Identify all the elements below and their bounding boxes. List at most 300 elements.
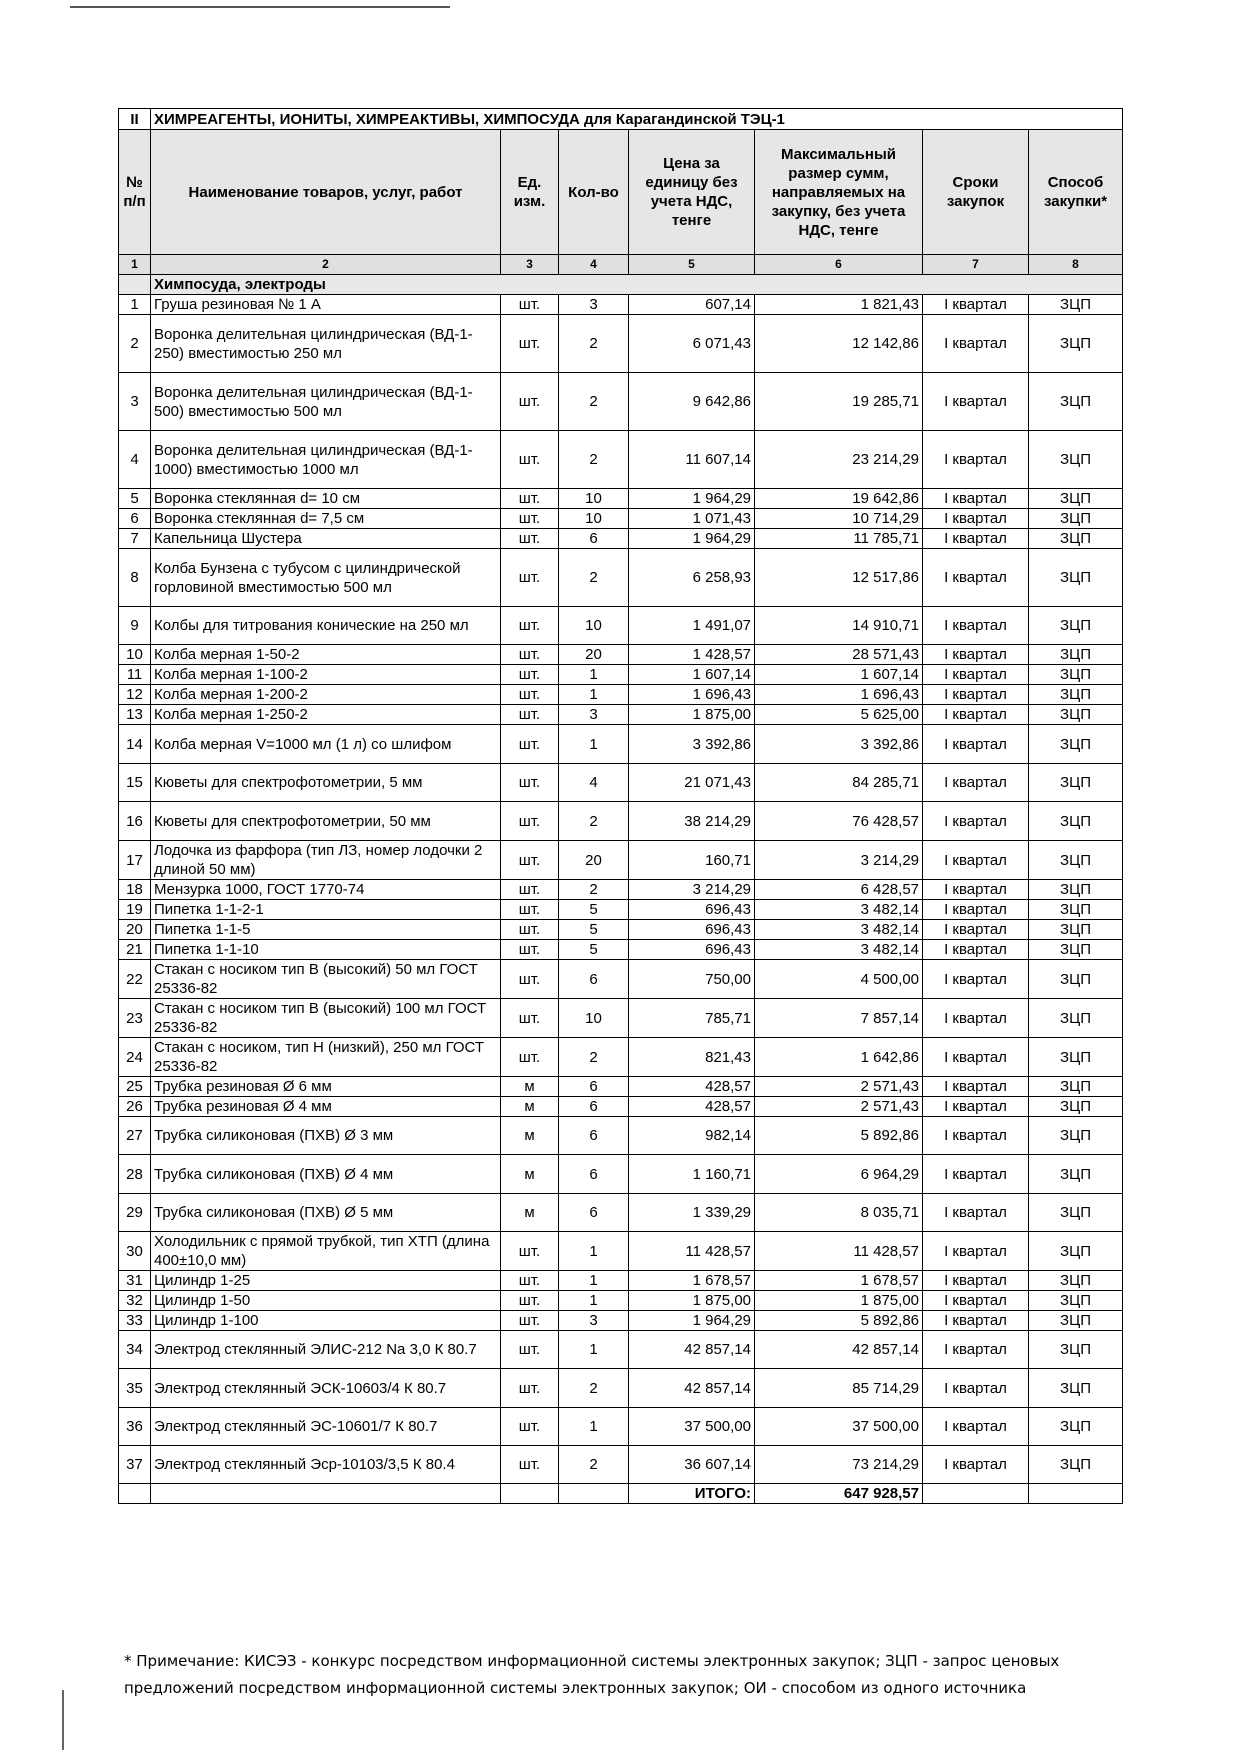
table-row xyxy=(119,1097,1123,1117)
row-number-cell: 22 xyxy=(119,960,151,999)
table-row xyxy=(119,1291,1123,1311)
unit-price-cell: 607,14 xyxy=(629,295,755,315)
header-max-sum: Максимальный размер сумм, направляемых на закупку, без учета НДС, тенге xyxy=(755,130,923,255)
max-sum-cell: 23 214,29 xyxy=(755,431,923,489)
procurement-method-cell: ЗЦП xyxy=(1029,1038,1123,1077)
row-number-cell: 28 xyxy=(119,1155,151,1194)
procurement-term-cell: I квартал xyxy=(923,1232,1029,1271)
row-number-cell: 15 xyxy=(119,764,151,802)
unit-cell: м xyxy=(501,1117,559,1155)
table-row xyxy=(119,764,1123,802)
total-blank-cell xyxy=(559,1484,629,1504)
row-number-cell: 9 xyxy=(119,607,151,645)
procurement-table xyxy=(118,108,1123,1504)
procurement-method-cell: ЗЦП xyxy=(1029,529,1123,549)
procurement-method-cell: ЗЦП xyxy=(1029,295,1123,315)
procurement-term-cell: I квартал xyxy=(923,960,1029,999)
procurement-method-cell: ЗЦП xyxy=(1029,1408,1123,1446)
row-number-cell: 13 xyxy=(119,705,151,725)
unit-price-cell: 1 964,29 xyxy=(629,1311,755,1331)
item-name-cell: Лодочка из фарфора (тип ЛЗ, номер лодочки 2 длиной 50 мм) xyxy=(151,841,501,880)
unit-cell: шт. xyxy=(501,1271,559,1291)
procurement-method-cell: ЗЦП xyxy=(1029,685,1123,705)
header-procurement-method: Способ закупки* xyxy=(1029,130,1123,255)
section-title-row xyxy=(119,109,1123,130)
row-number-cell: 27 xyxy=(119,1117,151,1155)
max-sum-cell: 11 785,71 xyxy=(755,529,923,549)
table-row xyxy=(119,1194,1123,1232)
table-row xyxy=(119,1408,1123,1446)
item-name-cell: Стакан с носиком тип В (высокий) 50 мл ГОСТ 25336-82 xyxy=(151,960,501,999)
procurement-method-cell: ЗЦП xyxy=(1029,645,1123,665)
item-name-cell: Кюветы для спектрофотометрии, 50 мм xyxy=(151,802,501,841)
item-name-cell: Трубка резиновая Ø 6 мм xyxy=(151,1077,501,1097)
unit-price-cell: 38 214,29 xyxy=(629,802,755,841)
unit-cell: шт. xyxy=(501,489,559,509)
table-row xyxy=(119,900,1123,920)
max-sum-cell: 1 678,57 xyxy=(755,1271,923,1291)
quantity-cell: 6 xyxy=(559,1117,629,1155)
column-number: 6 xyxy=(755,255,923,275)
unit-cell: шт. xyxy=(501,920,559,940)
max-sum-cell: 5 892,86 xyxy=(755,1311,923,1331)
table-body xyxy=(119,109,1123,1504)
row-number-cell: 16 xyxy=(119,802,151,841)
table-row xyxy=(119,431,1123,489)
item-name-cell: Воронка делительная цилиндрическая (ВД-1-250) вместимостью 250 мл xyxy=(151,315,501,373)
table-row xyxy=(119,1369,1123,1408)
procurement-method-cell: ЗЦП xyxy=(1029,705,1123,725)
unit-price-cell: 6 258,93 xyxy=(629,549,755,607)
unit-price-cell: 1 875,00 xyxy=(629,1291,755,1311)
quantity-cell: 2 xyxy=(559,315,629,373)
procurement-method-cell: ЗЦП xyxy=(1029,900,1123,920)
table-row xyxy=(119,645,1123,665)
unit-cell: м xyxy=(501,1097,559,1117)
procurement-term-cell: I квартал xyxy=(923,1331,1029,1369)
item-name-cell: Колба мерная 1-250-2 xyxy=(151,705,501,725)
procurement-term-cell: I квартал xyxy=(923,802,1029,841)
quantity-cell: 1 xyxy=(559,725,629,764)
quantity-cell: 5 xyxy=(559,920,629,940)
unit-cell: шт. xyxy=(501,1291,559,1311)
unit-price-cell: 1 964,29 xyxy=(629,489,755,509)
max-sum-cell: 1 821,43 xyxy=(755,295,923,315)
column-number: 8 xyxy=(1029,255,1123,275)
procurement-term-cell: I квартал xyxy=(923,764,1029,802)
item-name-cell: Цилиндр 1-25 xyxy=(151,1271,501,1291)
total-label: ИТОГО: xyxy=(629,1484,755,1504)
unit-price-cell: 11 428,57 xyxy=(629,1232,755,1271)
quantity-cell: 6 xyxy=(559,1077,629,1097)
header-quantity: Кол-во xyxy=(559,130,629,255)
max-sum-cell: 10 714,29 xyxy=(755,509,923,529)
max-sum-cell: 8 035,71 xyxy=(755,1194,923,1232)
quantity-cell: 2 xyxy=(559,1369,629,1408)
max-sum-cell: 42 857,14 xyxy=(755,1331,923,1369)
max-sum-cell: 12 517,86 xyxy=(755,549,923,607)
max-sum-cell: 1 642,86 xyxy=(755,1038,923,1077)
procurement-term-cell: I квартал xyxy=(923,1408,1029,1446)
column-number: 7 xyxy=(923,255,1029,275)
row-number-cell: 12 xyxy=(119,685,151,705)
unit-cell: шт. xyxy=(501,373,559,431)
unit-price-cell: 1 071,43 xyxy=(629,509,755,529)
item-name-cell: Мензурка 1000, ГОСТ 1770-74 xyxy=(151,880,501,900)
unit-cell: шт. xyxy=(501,960,559,999)
table-row xyxy=(119,665,1123,685)
procurement-method-cell: ЗЦП xyxy=(1029,665,1123,685)
quantity-cell: 1 xyxy=(559,1408,629,1446)
procurement-term-cell: I квартал xyxy=(923,1038,1029,1077)
table-row xyxy=(119,529,1123,549)
max-sum-cell: 19 642,86 xyxy=(755,489,923,509)
table-row xyxy=(119,509,1123,529)
table-row xyxy=(119,725,1123,764)
max-sum-cell: 3 482,14 xyxy=(755,920,923,940)
column-header-row xyxy=(119,130,1123,255)
procurement-term-cell: I квартал xyxy=(923,841,1029,880)
unit-cell: шт. xyxy=(501,295,559,315)
unit-price-cell: 1 428,57 xyxy=(629,645,755,665)
max-sum-cell: 2 571,43 xyxy=(755,1097,923,1117)
unit-cell: шт. xyxy=(501,705,559,725)
unit-cell: шт. xyxy=(501,900,559,920)
unit-price-cell: 982,14 xyxy=(629,1117,755,1155)
header-row-number: № п/п xyxy=(119,130,151,255)
unit-cell: шт. xyxy=(501,725,559,764)
unit-price-cell: 696,43 xyxy=(629,920,755,940)
procurement-term-cell: I квартал xyxy=(923,373,1029,431)
row-number-cell: 11 xyxy=(119,665,151,685)
procurement-term-cell: I квартал xyxy=(923,685,1029,705)
unit-cell: шт. xyxy=(501,764,559,802)
quantity-cell: 6 xyxy=(559,529,629,549)
scan-artifact-left-line xyxy=(62,1690,64,1750)
unit-price-cell: 9 642,86 xyxy=(629,373,755,431)
table-row xyxy=(119,607,1123,645)
header-item-name: Наименование товаров, услуг, работ xyxy=(151,130,501,255)
procurement-method-cell: ЗЦП xyxy=(1029,802,1123,841)
header-unit-price: Цена за единицу без учета НДС, тенге xyxy=(629,130,755,255)
procurement-method-cell: ЗЦП xyxy=(1029,549,1123,607)
procurement-term-cell: I квартал xyxy=(923,1117,1029,1155)
table-row xyxy=(119,1271,1123,1291)
quantity-cell: 6 xyxy=(559,1194,629,1232)
max-sum-cell: 12 142,86 xyxy=(755,315,923,373)
unit-cell: шт. xyxy=(501,1311,559,1331)
section-title: ХИМРЕАГЕНТЫ, ИОНИТЫ, ХИМРЕАКТИВЫ, ХИМПОСУДА для Карагандинской ТЭЦ-1 xyxy=(151,109,1123,130)
row-number-cell: 17 xyxy=(119,841,151,880)
procurement-method-cell: ЗЦП xyxy=(1029,1271,1123,1291)
unit-price-cell: 1 678,57 xyxy=(629,1271,755,1291)
unit-price-cell: 1 964,29 xyxy=(629,529,755,549)
procurement-method-cell: ЗЦП xyxy=(1029,940,1123,960)
total-blank-cell xyxy=(501,1484,559,1504)
procurement-term-cell: I квартал xyxy=(923,705,1029,725)
unit-cell: шт. xyxy=(501,1369,559,1408)
column-number: 1 xyxy=(119,255,151,275)
item-name-cell: Воронка стеклянная d= 10 см xyxy=(151,489,501,509)
total-row xyxy=(119,1484,1123,1504)
unit-cell: шт. xyxy=(501,431,559,489)
column-number-row xyxy=(119,255,1123,275)
table-row xyxy=(119,1446,1123,1484)
quantity-cell: 1 xyxy=(559,685,629,705)
unit-cell: шт. xyxy=(501,1331,559,1369)
row-number-cell: 3 xyxy=(119,373,151,431)
procurement-term-cell: I квартал xyxy=(923,645,1029,665)
max-sum-cell: 37 500,00 xyxy=(755,1408,923,1446)
quantity-cell: 3 xyxy=(559,1311,629,1331)
quantity-cell: 2 xyxy=(559,1446,629,1484)
row-number-cell: 24 xyxy=(119,1038,151,1077)
procurement-method-cell: ЗЦП xyxy=(1029,841,1123,880)
quantity-cell: 10 xyxy=(559,607,629,645)
procurement-method-cell: ЗЦП xyxy=(1029,509,1123,529)
procurement-term-cell: I квартал xyxy=(923,1311,1029,1331)
item-name-cell: Пипетка 1-1-5 xyxy=(151,920,501,940)
quantity-cell: 5 xyxy=(559,900,629,920)
procurement-term-cell: I квартал xyxy=(923,509,1029,529)
row-number-cell: 37 xyxy=(119,1446,151,1484)
total-blank-cell xyxy=(1029,1484,1123,1504)
item-name-cell: Капельница Шустера xyxy=(151,529,501,549)
unit-price-cell: 3 214,29 xyxy=(629,880,755,900)
unit-cell: шт. xyxy=(501,802,559,841)
max-sum-cell: 7 857,14 xyxy=(755,999,923,1038)
quantity-cell: 2 xyxy=(559,431,629,489)
item-name-cell: Колба Бунзена с тубусом с цилиндрической горловиной вместимостью 500 мл xyxy=(151,549,501,607)
item-name-cell: Трубка силиконовая (ПХВ) Ø 3 мм xyxy=(151,1117,501,1155)
row-number-cell: 23 xyxy=(119,999,151,1038)
procurement-method-cell: ЗЦП xyxy=(1029,607,1123,645)
procurement-method-cell: ЗЦП xyxy=(1029,489,1123,509)
unit-cell: шт. xyxy=(501,1038,559,1077)
scan-artifact-top-line xyxy=(70,6,450,8)
unit-price-cell: 696,43 xyxy=(629,940,755,960)
unit-cell: шт. xyxy=(501,645,559,665)
unit-price-cell: 1 160,71 xyxy=(629,1155,755,1194)
row-number-cell: 26 xyxy=(119,1097,151,1117)
procurement-term-cell: I квартал xyxy=(923,1271,1029,1291)
row-number-cell: 14 xyxy=(119,725,151,764)
unit-cell: шт. xyxy=(501,607,559,645)
quantity-cell: 20 xyxy=(559,841,629,880)
item-name-cell: Цилиндр 1-100 xyxy=(151,1311,501,1331)
item-name-cell: Воронка делительная цилиндрическая (ВД-1-500) вместимостью 500 мл xyxy=(151,373,501,431)
procurement-method-cell: ЗЦП xyxy=(1029,1155,1123,1194)
column-number: 5 xyxy=(629,255,755,275)
max-sum-cell: 3 214,29 xyxy=(755,841,923,880)
unit-price-cell: 750,00 xyxy=(629,960,755,999)
row-number-cell: 25 xyxy=(119,1077,151,1097)
table-row xyxy=(119,1155,1123,1194)
quantity-cell: 2 xyxy=(559,549,629,607)
procurement-term-cell: I квартал xyxy=(923,1194,1029,1232)
unit-price-cell: 696,43 xyxy=(629,900,755,920)
procurement-term-cell: I квартал xyxy=(923,999,1029,1038)
procurement-term-cell: I квартал xyxy=(923,607,1029,645)
item-name-cell: Электрод стеклянный ЭЛИС-212 Na 3,0 К 80.7 xyxy=(151,1331,501,1369)
table-row xyxy=(119,1232,1123,1271)
unit-price-cell: 6 071,43 xyxy=(629,315,755,373)
item-name-cell: Трубка силиконовая (ПХВ) Ø 5 мм xyxy=(151,1194,501,1232)
quantity-cell: 2 xyxy=(559,1038,629,1077)
item-name-cell: Колба мерная 1-200-2 xyxy=(151,685,501,705)
unit-price-cell: 428,57 xyxy=(629,1097,755,1117)
unit-cell: шт. xyxy=(501,509,559,529)
subsection-blank-cell xyxy=(119,275,151,295)
subsection-title: Химпосуда, электроды xyxy=(151,275,1123,295)
row-number-cell: 5 xyxy=(119,489,151,509)
quantity-cell: 6 xyxy=(559,1155,629,1194)
item-name-cell: Воронка делительная цилиндрическая (ВД-1-1000) вместимостью 1000 мл xyxy=(151,431,501,489)
procurement-term-cell: I квартал xyxy=(923,529,1029,549)
procurement-term-cell: I квартал xyxy=(923,431,1029,489)
row-number-cell: 8 xyxy=(119,549,151,607)
item-name-cell: Трубка силиконовая (ПХВ) Ø 4 мм xyxy=(151,1155,501,1194)
quantity-cell: 5 xyxy=(559,940,629,960)
quantity-cell: 10 xyxy=(559,999,629,1038)
unit-cell: м xyxy=(501,1194,559,1232)
unit-cell: шт. xyxy=(501,529,559,549)
procurement-term-cell: I квартал xyxy=(923,1155,1029,1194)
row-number-cell: 4 xyxy=(119,431,151,489)
header-procurement-term: Сроки закупок xyxy=(923,130,1029,255)
max-sum-cell: 3 482,14 xyxy=(755,900,923,920)
table-row xyxy=(119,705,1123,725)
table-row xyxy=(119,802,1123,841)
max-sum-cell: 3 392,86 xyxy=(755,725,923,764)
procurement-method-cell: ЗЦП xyxy=(1029,1369,1123,1408)
total-blank-cell xyxy=(923,1484,1029,1504)
procurement-term-cell: I квартал xyxy=(923,1369,1029,1408)
item-name-cell: Колба мерная 1-100-2 xyxy=(151,665,501,685)
table-row xyxy=(119,920,1123,940)
quantity-cell: 2 xyxy=(559,880,629,900)
procurement-term-cell: I квартал xyxy=(923,295,1029,315)
column-number: 3 xyxy=(501,255,559,275)
procurement-method-cell: ЗЦП xyxy=(1029,1077,1123,1097)
procurement-method-cell: ЗЦП xyxy=(1029,1331,1123,1369)
unit-cell: шт. xyxy=(501,880,559,900)
unit-price-cell: 3 392,86 xyxy=(629,725,755,764)
row-number-cell: 33 xyxy=(119,1311,151,1331)
max-sum-cell: 14 910,71 xyxy=(755,607,923,645)
total-value: 647 928,57 xyxy=(755,1484,923,1504)
procurement-method-cell: ЗЦП xyxy=(1029,999,1123,1038)
footnote: * Примечание: КИСЭЗ - конкурс посредством информационной системы электронных закупок; ЗЦП - запрос ценовых предложений посредством информационной системы электронных закупок; ОИ - способом из одного источника xyxy=(124,1652,1060,1697)
quantity-cell: 3 xyxy=(559,705,629,725)
item-name-cell: Цилиндр 1-50 xyxy=(151,1291,501,1311)
max-sum-cell: 19 285,71 xyxy=(755,373,923,431)
unit-price-cell: 1 696,43 xyxy=(629,685,755,705)
unit-price-cell: 1 875,00 xyxy=(629,705,755,725)
table-row xyxy=(119,1038,1123,1077)
max-sum-cell: 28 571,43 xyxy=(755,645,923,665)
unit-cell: шт. xyxy=(501,940,559,960)
max-sum-cell: 3 482,14 xyxy=(755,940,923,960)
max-sum-cell: 84 285,71 xyxy=(755,764,923,802)
row-number-cell: 19 xyxy=(119,900,151,920)
item-name-cell: Колба мерная 1-50-2 xyxy=(151,645,501,665)
unit-cell: шт. xyxy=(501,841,559,880)
quantity-cell: 1 xyxy=(559,1232,629,1271)
unit-cell: м xyxy=(501,1077,559,1097)
table-row xyxy=(119,685,1123,705)
item-name-cell: Колбы для титрования конические на 250 мл xyxy=(151,607,501,645)
max-sum-cell: 1 607,14 xyxy=(755,665,923,685)
procurement-method-cell: ЗЦП xyxy=(1029,1117,1123,1155)
unit-price-cell: 1 339,29 xyxy=(629,1194,755,1232)
procurement-term-cell: I квартал xyxy=(923,489,1029,509)
item-name-cell: Стакан с носиком тип В (высокий) 100 мл ГОСТ 25336-82 xyxy=(151,999,501,1038)
row-number-cell: 35 xyxy=(119,1369,151,1408)
row-number-cell: 29 xyxy=(119,1194,151,1232)
max-sum-cell: 1 696,43 xyxy=(755,685,923,705)
table-row xyxy=(119,841,1123,880)
unit-cell: шт. xyxy=(501,685,559,705)
quantity-cell: 2 xyxy=(559,373,629,431)
unit-price-cell: 785,71 xyxy=(629,999,755,1038)
procurement-method-cell: ЗЦП xyxy=(1029,431,1123,489)
procurement-method-cell: ЗЦП xyxy=(1029,1291,1123,1311)
table-row xyxy=(119,1331,1123,1369)
unit-cell: шт. xyxy=(501,999,559,1038)
procurement-term-cell: I квартал xyxy=(923,315,1029,373)
row-number-cell: 2 xyxy=(119,315,151,373)
procurement-term-cell: I квартал xyxy=(923,549,1029,607)
table-row xyxy=(119,295,1123,315)
max-sum-cell: 2 571,43 xyxy=(755,1077,923,1097)
procurement-method-cell: ЗЦП xyxy=(1029,1446,1123,1484)
procurement-term-cell: I квартал xyxy=(923,1291,1029,1311)
row-number-cell: 1 xyxy=(119,295,151,315)
max-sum-cell: 4 500,00 xyxy=(755,960,923,999)
item-name-cell: Электрод стеклянный Эср-10103/3,5 К 80.4 xyxy=(151,1446,501,1484)
quantity-cell: 2 xyxy=(559,802,629,841)
quantity-cell: 6 xyxy=(559,1097,629,1117)
table-row xyxy=(119,489,1123,509)
row-number-cell: 32 xyxy=(119,1291,151,1311)
unit-price-cell: 821,43 xyxy=(629,1038,755,1077)
item-name-cell: Кюветы для спектрофотометрии, 5 мм xyxy=(151,764,501,802)
max-sum-cell: 6 428,57 xyxy=(755,880,923,900)
item-name-cell: Груша резиновая № 1 А xyxy=(151,295,501,315)
procurement-method-cell: ЗЦП xyxy=(1029,764,1123,802)
max-sum-cell: 76 428,57 xyxy=(755,802,923,841)
quantity-cell: 4 xyxy=(559,764,629,802)
quantity-cell: 1 xyxy=(559,665,629,685)
procurement-term-cell: I квартал xyxy=(923,665,1029,685)
procurement-term-cell: I квартал xyxy=(923,940,1029,960)
item-name-cell: Пипетка 1-1-10 xyxy=(151,940,501,960)
row-number-cell: 7 xyxy=(119,529,151,549)
table-row xyxy=(119,960,1123,999)
unit-price-cell: 21 071,43 xyxy=(629,764,755,802)
column-number: 4 xyxy=(559,255,629,275)
table-row xyxy=(119,880,1123,900)
row-number-cell: 31 xyxy=(119,1271,151,1291)
unit-cell: шт. xyxy=(501,315,559,373)
row-number-cell: 34 xyxy=(119,1331,151,1369)
quantity-cell: 10 xyxy=(559,509,629,529)
row-number-cell: 18 xyxy=(119,880,151,900)
max-sum-cell: 5 625,00 xyxy=(755,705,923,725)
table-row xyxy=(119,373,1123,431)
item-name-cell: Трубка резиновая Ø 4 мм xyxy=(151,1097,501,1117)
